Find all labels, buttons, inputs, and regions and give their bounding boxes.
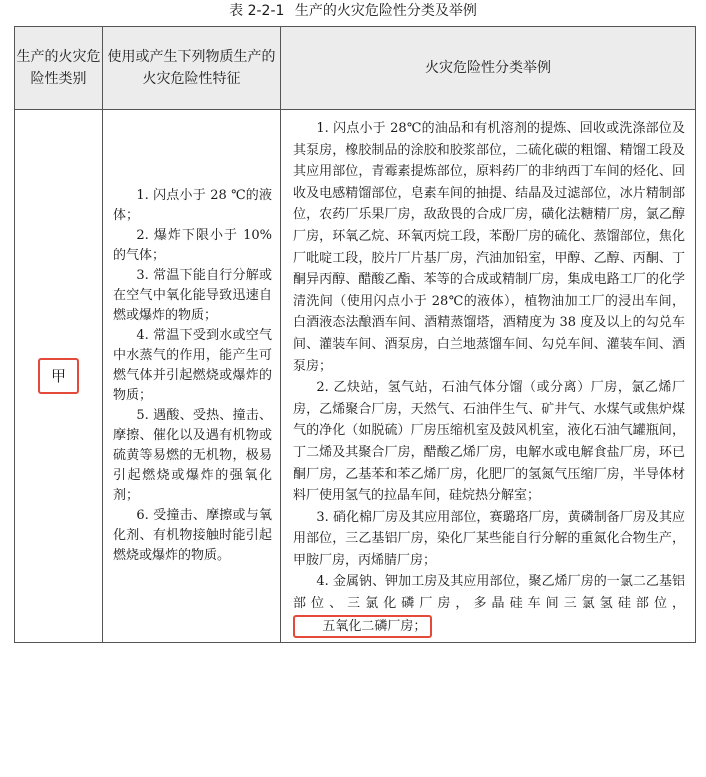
table-row <box>15 110 696 643</box>
characteristic-item: 1. 闪点小于 28 ℃的液体； <box>113 187 272 223</box>
characteristics-cell <box>103 110 281 643</box>
table-number: 表 2-2-1 <box>229 3 285 19</box>
header-category: 生产的火灾危险性类别 <box>15 27 103 110</box>
category-cell <box>15 110 103 643</box>
table-title: 生产的火灾危险性分类及举例 <box>294 3 477 19</box>
characteristic-item: 5. 遇酸、受热、撞击、摩擦、催化以及遇有机物或硫黄等易燃的无机物，极易引起燃烧或爆炸的强氧化剂； <box>113 407 272 503</box>
example-item: 2. 乙炔站，氢气站，石油气体分馏（或分离）厂房，氯乙烯厂房，乙烯聚合厂房，天然气、石油伴生气、矿井气、水煤气或焦炉煤气的净化（如脱硫）厂房压缩机室及鼓风机室，液化石油气罐瓶间，丁二烯及其聚合厂房，醋酸乙烯厂房，电解水或电解食盐厂房，环已酮厂房，乙基苯和苯乙烯厂房，化肥厂的氢氮气压缩厂房，半导体材料厂使用氢气的拉晶车间，硅烷热分解室； <box>293 380 685 504</box>
examples-list <box>281 110 695 642</box>
example-highlight-box: 五氧化二磷厂房； <box>293 615 432 638</box>
table-caption <box>0 0 706 24</box>
example-item <box>293 571 685 637</box>
fire-hazard-table <box>14 26 696 643</box>
example-item: 1. 闪点小于 28℃的油品和有机溶剂的提炼、回收或洗涤部位及其泵房，橡胶制品的涂胶和胶浆部位，二硫化碳的粗馏、精馏工段及其应用部位，青霉素提炼部位，原料药厂的非纳西丁车间的烃化、回收及电感精馏部位，皂素车间的抽提、结晶及过滤部位，冰片精制部位，农药厂乐果厂房，敌敌畏的合成厂房，磺化法糖精厂房，氯乙醇厂房，环氧乙烷、环氧丙烷工段，苯酚厂房的硫化、蒸馏部位，焦化厂吡啶工段，胶片厂片基厂房，汽油加铅室，甲醇、乙醇、丙酮、丁酮异丙醇、醋酸乙酯、苯等的合成或精制厂房，集成电路工厂的化学清洗间（使用闪点小于 28℃的液体），植物油加工厂的浸出车间，白酒液态法酿酒车间、酒精蒸馏塔，酒精度为 38 度及以上的勾兑车间、灌装车间、酒泵房，白兰地蒸馏车间、勾兑车间、灌装车间、酒泵房； <box>293 121 685 374</box>
characteristics-list <box>103 186 280 566</box>
characteristic-item: 4. 常温下受到水或空气中水蒸气的作用，能产生可燃气体并引起燃烧或爆炸的物质； <box>113 327 272 403</box>
category-highlight-box: 甲 <box>38 358 79 394</box>
characteristic-item: 2. 爆炸下限小于 10%的气体； <box>113 227 272 263</box>
example-item: 3. 硝化棉厂房及其应用部位，赛璐珞厂房，黄磷制备厂房及其应用部位，三乙基铝厂房，染化厂某些能自行分解的重氮化合物生产，甲胺厂房，丙烯腈厂房； <box>293 509 685 568</box>
examples-cell <box>281 110 696 643</box>
header-examples: 火灾危险性分类举例 <box>281 27 696 110</box>
table-header-row <box>15 27 696 110</box>
header-characteristics: 使用或产生下列物质生产的火灾危险性特征 <box>103 27 281 110</box>
characteristic-item: 6. 受撞击、摩擦或与氧化剂、有机物接触时能引起燃烧或爆炸的物质。 <box>113 507 272 563</box>
characteristic-item: 3. 常温下能自行分解或在空气中氧化能导致迅速自燃或爆炸的物质； <box>113 267 272 323</box>
example-item-text: 4. 金属钠、钾加工房及其应用部位，聚乙烯厂房的一氯二乙基铝部位、三氯化磷厂房，多晶硅车间三氯氢硅部位， <box>293 574 685 612</box>
